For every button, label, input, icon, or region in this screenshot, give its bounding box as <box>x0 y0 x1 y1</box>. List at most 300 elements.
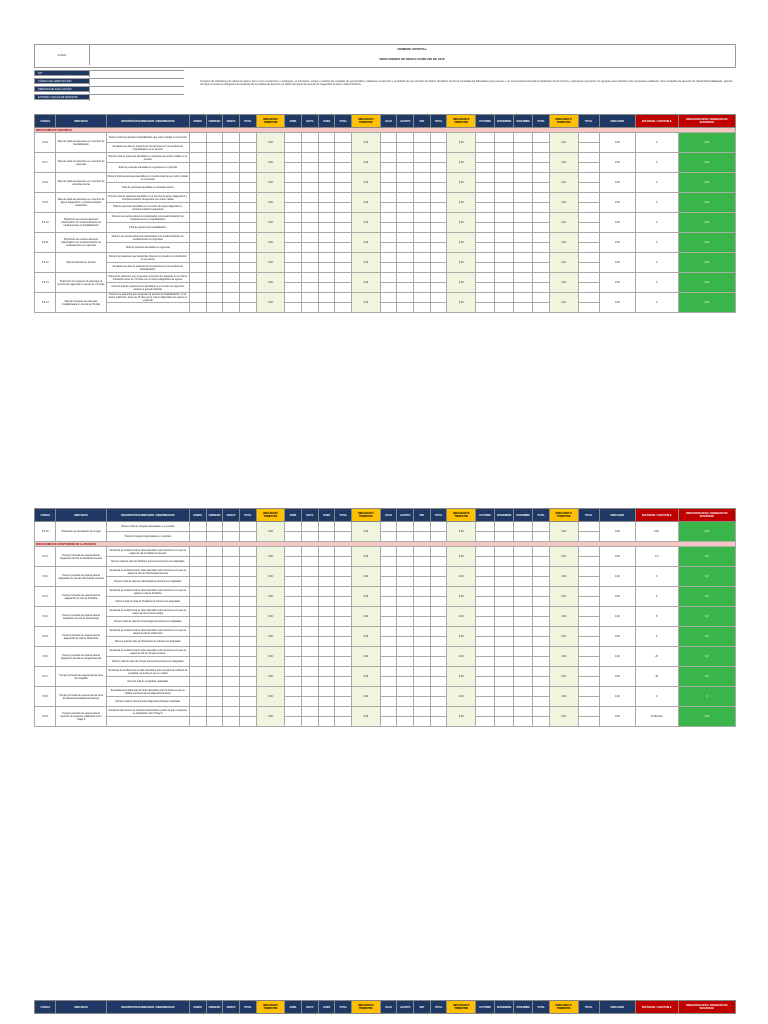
month-value[interactable] <box>302 697 319 707</box>
month-value[interactable] <box>206 203 223 213</box>
month-value[interactable] <box>414 557 431 567</box>
month-value[interactable] <box>318 677 335 687</box>
month-value[interactable] <box>430 627 447 637</box>
month-value[interactable] <box>514 143 533 153</box>
month-value[interactable] <box>223 263 240 273</box>
month-value[interactable] <box>430 587 447 597</box>
month-value[interactable] <box>476 163 495 173</box>
month-value[interactable] <box>514 133 533 143</box>
month-value[interactable] <box>397 532 414 542</box>
month-value[interactable] <box>302 667 319 677</box>
month-value[interactable] <box>189 522 206 532</box>
month-value[interactable] <box>397 587 414 597</box>
month-value[interactable] <box>285 193 302 203</box>
month-value[interactable] <box>240 243 257 253</box>
month-value[interactable] <box>302 677 319 687</box>
month-value[interactable] <box>302 213 319 223</box>
month-value[interactable] <box>285 263 302 273</box>
month-value[interactable] <box>414 133 431 143</box>
month-value[interactable] <box>430 253 447 263</box>
month-value[interactable] <box>285 213 302 223</box>
month-value[interactable] <box>335 587 352 597</box>
month-value[interactable] <box>206 717 223 727</box>
month-value[interactable] <box>495 243 514 253</box>
month-value[interactable] <box>223 667 240 677</box>
month-value[interactable] <box>397 597 414 607</box>
month-value[interactable] <box>514 243 533 253</box>
month-value[interactable] <box>397 577 414 587</box>
month-value[interactable] <box>189 687 206 697</box>
month-value[interactable] <box>430 203 447 213</box>
month-value[interactable] <box>302 143 319 153</box>
month-value[interactable] <box>189 163 206 173</box>
month-value[interactable] <box>335 153 352 163</box>
month-value[interactable] <box>302 223 319 233</box>
month-value[interactable] <box>240 627 257 637</box>
month-value[interactable] <box>189 532 206 542</box>
month-value[interactable] <box>397 707 414 717</box>
month-value[interactable] <box>285 657 302 667</box>
month-value[interactable] <box>397 143 414 153</box>
month-value[interactable] <box>223 677 240 687</box>
month-value[interactable] <box>533 597 550 607</box>
month-value[interactable] <box>430 717 447 727</box>
month-value[interactable] <box>430 697 447 707</box>
month-value[interactable] <box>430 143 447 153</box>
month-value[interactable] <box>285 637 302 647</box>
month-value[interactable] <box>240 273 257 283</box>
month-value[interactable] <box>223 567 240 577</box>
month-value[interactable] <box>240 597 257 607</box>
month-value[interactable] <box>533 153 550 163</box>
month-value[interactable] <box>533 243 550 253</box>
month-value[interactable] <box>302 183 319 193</box>
month-value[interactable] <box>206 263 223 273</box>
month-value[interactable] <box>318 687 335 697</box>
month-value[interactable] <box>514 253 533 263</box>
month-value[interactable] <box>495 193 514 203</box>
month-value[interactable] <box>223 717 240 727</box>
month-value[interactable] <box>380 163 397 173</box>
month-value[interactable] <box>189 253 206 263</box>
month-value[interactable] <box>397 193 414 203</box>
meta-value[interactable] <box>89 87 186 93</box>
month-value[interactable] <box>476 697 495 707</box>
month-value[interactable] <box>302 707 319 717</box>
month-value[interactable] <box>514 547 533 557</box>
month-value[interactable] <box>397 303 414 313</box>
month-value[interactable] <box>380 657 397 667</box>
month-value[interactable] <box>533 203 550 213</box>
month-value[interactable] <box>380 522 397 532</box>
month-value[interactable] <box>380 667 397 677</box>
month-value[interactable] <box>380 233 397 243</box>
month-value[interactable] <box>397 547 414 557</box>
month-value[interactable] <box>495 522 514 532</box>
month-value[interactable] <box>397 717 414 727</box>
month-value[interactable] <box>223 213 240 223</box>
month-value[interactable] <box>476 707 495 717</box>
month-value[interactable] <box>380 707 397 717</box>
month-value[interactable] <box>533 697 550 707</box>
month-value[interactable] <box>189 283 206 293</box>
month-value[interactable] <box>495 667 514 677</box>
month-value[interactable] <box>206 143 223 153</box>
month-value[interactable] <box>514 183 533 193</box>
month-value[interactable] <box>495 617 514 627</box>
month-value[interactable] <box>397 522 414 532</box>
month-value[interactable] <box>285 303 302 313</box>
month-value[interactable] <box>223 647 240 657</box>
month-value[interactable] <box>476 283 495 293</box>
month-value[interactable] <box>206 153 223 163</box>
month-value[interactable] <box>189 707 206 717</box>
month-value[interactable] <box>285 597 302 607</box>
month-value[interactable] <box>240 223 257 233</box>
month-value[interactable] <box>206 607 223 617</box>
month-value[interactable] <box>430 577 447 587</box>
month-value[interactable] <box>397 273 414 283</box>
month-value[interactable] <box>335 283 352 293</box>
month-value[interactable] <box>285 667 302 677</box>
month-value[interactable] <box>285 647 302 657</box>
month-value[interactable] <box>430 557 447 567</box>
month-value[interactable] <box>240 303 257 313</box>
month-value[interactable] <box>223 253 240 263</box>
month-value[interactable] <box>397 557 414 567</box>
month-value[interactable] <box>414 213 431 223</box>
month-value[interactable] <box>302 203 319 213</box>
month-value[interactable] <box>495 153 514 163</box>
month-value[interactable] <box>430 707 447 717</box>
month-value[interactable] <box>514 173 533 183</box>
month-value[interactable] <box>414 522 431 532</box>
month-value[interactable] <box>514 657 533 667</box>
month-value[interactable] <box>302 717 319 727</box>
month-value[interactable] <box>514 163 533 173</box>
month-value[interactable] <box>302 293 319 303</box>
month-value[interactable] <box>476 557 495 567</box>
month-value[interactable] <box>240 637 257 647</box>
month-value[interactable] <box>335 647 352 657</box>
month-value[interactable] <box>318 253 335 263</box>
month-value[interactable] <box>533 233 550 243</box>
month-value[interactable] <box>430 597 447 607</box>
month-value[interactable] <box>414 153 431 163</box>
month-value[interactable] <box>514 587 533 597</box>
month-value[interactable] <box>380 183 397 193</box>
month-value[interactable] <box>476 213 495 223</box>
month-value[interactable] <box>397 687 414 697</box>
month-value[interactable] <box>476 293 495 303</box>
month-value[interactable] <box>302 547 319 557</box>
month-value[interactable] <box>189 143 206 153</box>
month-value[interactable] <box>414 637 431 647</box>
month-value[interactable] <box>335 173 352 183</box>
month-value[interactable] <box>430 213 447 223</box>
month-value[interactable] <box>533 647 550 657</box>
month-value[interactable] <box>335 617 352 627</box>
month-value[interactable] <box>414 203 431 213</box>
month-value[interactable] <box>476 717 495 727</box>
month-value[interactable] <box>189 133 206 143</box>
month-value[interactable] <box>514 717 533 727</box>
month-value[interactable] <box>514 617 533 627</box>
month-value[interactable] <box>476 587 495 597</box>
month-value[interactable] <box>380 153 397 163</box>
month-value[interactable] <box>240 557 257 567</box>
month-value[interactable] <box>318 667 335 677</box>
month-value[interactable] <box>206 163 223 173</box>
month-value[interactable] <box>223 597 240 607</box>
month-value[interactable] <box>495 677 514 687</box>
month-value[interactable] <box>514 522 533 532</box>
month-value[interactable] <box>318 293 335 303</box>
month-value[interactable] <box>495 567 514 577</box>
month-value[interactable] <box>318 707 335 717</box>
month-value[interactable] <box>397 617 414 627</box>
month-value[interactable] <box>302 647 319 657</box>
meta-value[interactable] <box>89 71 186 77</box>
month-value[interactable] <box>397 203 414 213</box>
month-value[interactable] <box>476 183 495 193</box>
month-value[interactable] <box>414 233 431 243</box>
month-value[interactable] <box>189 263 206 273</box>
month-value[interactable] <box>533 557 550 567</box>
month-value[interactable] <box>189 243 206 253</box>
month-value[interactable] <box>495 143 514 153</box>
month-value[interactable] <box>414 223 431 233</box>
month-value[interactable] <box>495 233 514 243</box>
month-value[interactable] <box>189 647 206 657</box>
month-value[interactable] <box>514 677 533 687</box>
month-value[interactable] <box>285 293 302 303</box>
month-value[interactable] <box>318 173 335 183</box>
month-value[interactable] <box>302 567 319 577</box>
month-value[interactable] <box>302 657 319 667</box>
month-value[interactable] <box>240 532 257 542</box>
month-value[interactable] <box>514 607 533 617</box>
month-value[interactable] <box>430 687 447 697</box>
month-value[interactable] <box>533 567 550 577</box>
month-value[interactable] <box>514 203 533 213</box>
month-value[interactable] <box>223 687 240 697</box>
month-value[interactable] <box>380 587 397 597</box>
month-value[interactable] <box>189 717 206 727</box>
month-value[interactable] <box>476 263 495 273</box>
month-value[interactable] <box>380 143 397 153</box>
month-value[interactable] <box>223 293 240 303</box>
month-value[interactable] <box>533 223 550 233</box>
month-value[interactable] <box>240 717 257 727</box>
month-value[interactable] <box>189 677 206 687</box>
month-value[interactable] <box>533 133 550 143</box>
month-value[interactable] <box>335 697 352 707</box>
month-value[interactable] <box>380 607 397 617</box>
month-value[interactable] <box>318 233 335 243</box>
month-value[interactable] <box>285 253 302 263</box>
month-value[interactable] <box>430 133 447 143</box>
month-value[interactable] <box>414 687 431 697</box>
month-value[interactable] <box>240 677 257 687</box>
month-value[interactable] <box>430 263 447 273</box>
month-value[interactable] <box>380 283 397 293</box>
month-value[interactable] <box>189 577 206 587</box>
month-value[interactable] <box>495 203 514 213</box>
month-value[interactable] <box>223 547 240 557</box>
month-value[interactable] <box>397 223 414 233</box>
month-value[interactable] <box>318 223 335 233</box>
month-value[interactable] <box>318 263 335 273</box>
month-value[interactable] <box>414 567 431 577</box>
month-value[interactable] <box>476 687 495 697</box>
month-value[interactable] <box>206 627 223 637</box>
month-value[interactable] <box>285 283 302 293</box>
month-value[interactable] <box>318 283 335 293</box>
month-value[interactable] <box>514 707 533 717</box>
month-value[interactable] <box>514 303 533 313</box>
month-value[interactable] <box>318 203 335 213</box>
month-value[interactable] <box>533 687 550 697</box>
month-value[interactable] <box>380 303 397 313</box>
month-value[interactable] <box>476 567 495 577</box>
month-value[interactable] <box>533 293 550 303</box>
month-value[interactable] <box>318 647 335 657</box>
month-value[interactable] <box>240 213 257 223</box>
month-value[interactable] <box>476 173 495 183</box>
month-value[interactable] <box>302 283 319 293</box>
month-value[interactable] <box>223 522 240 532</box>
month-value[interactable] <box>430 532 447 542</box>
month-value[interactable] <box>240 283 257 293</box>
month-value[interactable] <box>189 617 206 627</box>
month-value[interactable] <box>285 153 302 163</box>
month-value[interactable] <box>495 173 514 183</box>
month-value[interactable] <box>302 253 319 263</box>
month-value[interactable] <box>223 627 240 637</box>
month-value[interactable] <box>380 567 397 577</box>
month-value[interactable] <box>533 263 550 273</box>
month-value[interactable] <box>397 627 414 637</box>
month-value[interactable] <box>533 667 550 677</box>
month-value[interactable] <box>495 183 514 193</box>
month-value[interactable] <box>240 153 257 163</box>
month-value[interactable] <box>189 627 206 637</box>
month-value[interactable] <box>318 193 335 203</box>
month-value[interactable] <box>285 707 302 717</box>
month-value[interactable] <box>302 263 319 273</box>
month-value[interactable] <box>476 223 495 233</box>
month-value[interactable] <box>285 183 302 193</box>
month-value[interactable] <box>285 547 302 557</box>
month-value[interactable] <box>380 577 397 587</box>
month-value[interactable] <box>223 143 240 153</box>
month-value[interactable] <box>495 283 514 293</box>
month-value[interactable] <box>189 637 206 647</box>
month-value[interactable] <box>476 532 495 542</box>
month-value[interactable] <box>397 293 414 303</box>
month-value[interactable] <box>495 597 514 607</box>
month-value[interactable] <box>189 293 206 303</box>
month-value[interactable] <box>430 223 447 233</box>
month-value[interactable] <box>335 557 352 567</box>
month-value[interactable] <box>495 263 514 273</box>
month-value[interactable] <box>240 617 257 627</box>
month-value[interactable] <box>335 597 352 607</box>
month-value[interactable] <box>414 587 431 597</box>
month-value[interactable] <box>397 253 414 263</box>
month-value[interactable] <box>240 697 257 707</box>
month-value[interactable] <box>206 597 223 607</box>
month-value[interactable] <box>514 193 533 203</box>
month-value[interactable] <box>430 637 447 647</box>
month-value[interactable] <box>223 163 240 173</box>
month-value[interactable] <box>514 627 533 637</box>
month-value[interactable] <box>414 607 431 617</box>
month-value[interactable] <box>302 153 319 163</box>
month-value[interactable] <box>223 697 240 707</box>
month-value[interactable] <box>397 183 414 193</box>
month-value[interactable] <box>380 557 397 567</box>
month-value[interactable] <box>476 143 495 153</box>
month-value[interactable] <box>380 173 397 183</box>
month-value[interactable] <box>189 303 206 313</box>
month-value[interactable] <box>414 627 431 637</box>
month-value[interactable] <box>285 532 302 542</box>
month-value[interactable] <box>380 532 397 542</box>
month-value[interactable] <box>189 697 206 707</box>
month-value[interactable] <box>495 303 514 313</box>
month-value[interactable] <box>189 173 206 183</box>
month-value[interactable] <box>495 213 514 223</box>
month-value[interactable] <box>318 637 335 647</box>
month-value[interactable] <box>514 283 533 293</box>
month-value[interactable] <box>533 677 550 687</box>
month-value[interactable] <box>335 667 352 677</box>
month-value[interactable] <box>533 163 550 173</box>
month-value[interactable] <box>302 637 319 647</box>
month-value[interactable] <box>414 677 431 687</box>
month-value[interactable] <box>335 163 352 173</box>
month-value[interactable] <box>206 133 223 143</box>
month-value[interactable] <box>380 243 397 253</box>
month-value[interactable] <box>240 193 257 203</box>
month-value[interactable] <box>414 707 431 717</box>
month-value[interactable] <box>206 557 223 567</box>
month-value[interactable] <box>318 617 335 627</box>
month-value[interactable] <box>533 283 550 293</box>
month-value[interactable] <box>476 657 495 667</box>
month-value[interactable] <box>223 133 240 143</box>
month-value[interactable] <box>476 607 495 617</box>
month-value[interactable] <box>223 303 240 313</box>
month-value[interactable] <box>318 587 335 597</box>
month-value[interactable] <box>189 203 206 213</box>
month-value[interactable] <box>397 667 414 677</box>
month-value[interactable] <box>335 233 352 243</box>
month-value[interactable] <box>380 213 397 223</box>
month-value[interactable] <box>397 243 414 253</box>
month-value[interactable] <box>335 687 352 697</box>
month-value[interactable] <box>240 607 257 617</box>
month-value[interactable] <box>189 547 206 557</box>
month-value[interactable] <box>476 303 495 313</box>
month-value[interactable] <box>206 697 223 707</box>
month-value[interactable] <box>189 213 206 223</box>
month-value[interactable] <box>189 587 206 597</box>
month-value[interactable] <box>430 607 447 617</box>
month-value[interactable] <box>318 607 335 617</box>
